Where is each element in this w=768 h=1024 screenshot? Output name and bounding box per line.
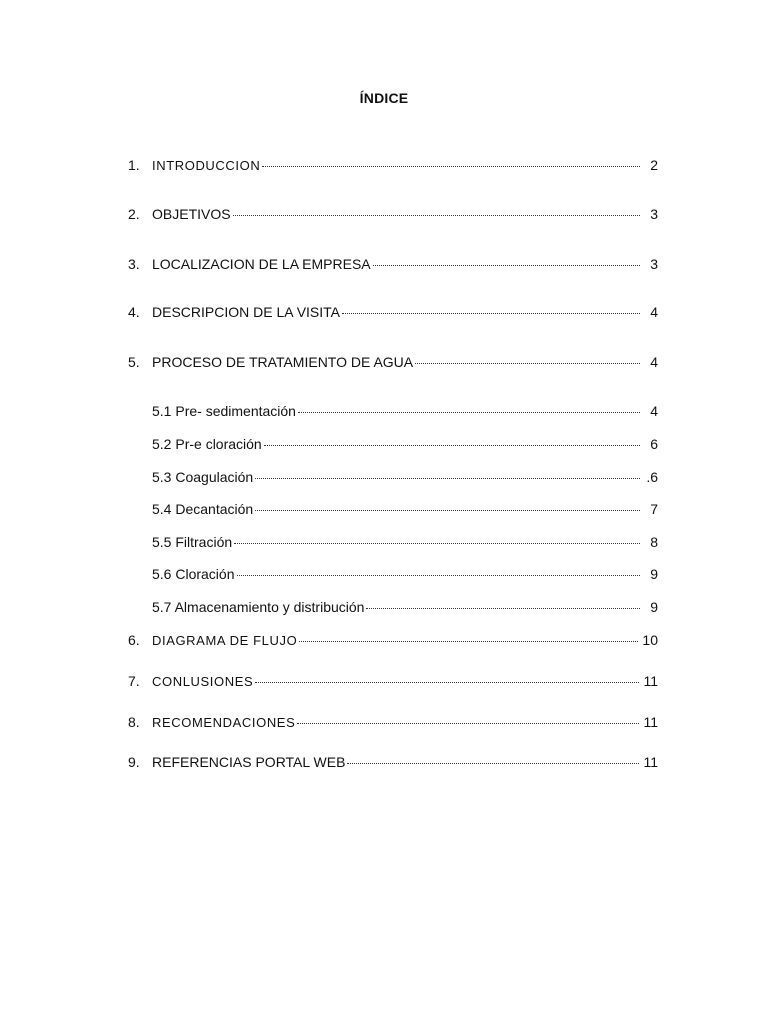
toc-entry-number: 4. bbox=[128, 304, 140, 320]
toc-subentry-precloracion[interactable] bbox=[152, 435, 658, 453]
toc-entry-number: 8. bbox=[128, 714, 140, 730]
toc-entry-proceso[interactable] bbox=[128, 353, 658, 371]
dot-leader bbox=[366, 608, 640, 609]
toc-subentry-page: .6 bbox=[646, 469, 658, 485]
toc-entry-number: 2. bbox=[128, 206, 140, 222]
toc-entry-page: 3 bbox=[650, 256, 658, 272]
toc-entry-page: 3 bbox=[650, 206, 658, 222]
toc-entry-objetivos[interactable] bbox=[128, 205, 658, 223]
toc-subentry-label: 5.2 Pr-e cloración bbox=[152, 436, 262, 452]
toc-entry-label: CONLUSIONES bbox=[152, 674, 254, 689]
toc-entry-label: RECOMENDACIONES bbox=[152, 715, 296, 730]
toc-entry-label: LOCALIZACION DE LA EMPRESA bbox=[152, 256, 371, 272]
dot-leader bbox=[234, 543, 640, 544]
toc-entry-number: 3. bbox=[128, 256, 140, 272]
toc-entry-descripcion[interactable] bbox=[128, 303, 658, 321]
toc-entry-diagrama[interactable] bbox=[128, 631, 658, 650]
toc-subentry-label: 5.1 Pre- sedimentación bbox=[152, 403, 296, 419]
toc-subentry-label: 5.3 Coagulación bbox=[152, 469, 254, 485]
dot-leader bbox=[264, 445, 640, 446]
toc-subentry-page: 8 bbox=[650, 534, 658, 550]
dot-leader bbox=[297, 723, 639, 724]
toc-subentry-cloracion[interactable] bbox=[152, 565, 658, 583]
toc-subentry-label: 5.7 Almacenamiento y distribución bbox=[152, 599, 365, 615]
dot-leader bbox=[415, 363, 640, 364]
toc-entry-number: 7. bbox=[128, 673, 140, 689]
toc-entry-page: 2 bbox=[650, 157, 658, 173]
toc-subentry-page: 7 bbox=[650, 501, 658, 517]
toc-entry-page: 10 bbox=[642, 632, 658, 648]
toc-entry-introduccion[interactable] bbox=[128, 156, 658, 175]
dot-leader bbox=[255, 510, 640, 511]
toc-entry-referencias[interactable] bbox=[128, 753, 658, 771]
dot-leader bbox=[237, 575, 641, 576]
toc-entry-number: 6. bbox=[128, 632, 140, 648]
toc-entry-page: 11 bbox=[643, 673, 658, 689]
toc-subentry-coagulacion[interactable] bbox=[152, 468, 658, 486]
toc-subentry-almacenamiento[interactable] bbox=[152, 598, 658, 616]
toc-subentry-page: 9 bbox=[650, 566, 658, 582]
toc-entry-label: REFERENCIAS PORTAL WEB bbox=[152, 754, 346, 770]
dot-leader bbox=[233, 215, 640, 216]
toc-subentry-label: 5.5 Filtración bbox=[152, 534, 233, 550]
dot-leader bbox=[255, 478, 640, 479]
toc-subentry-page: 4 bbox=[650, 403, 658, 419]
toc-entry-label: OBJETIVOS bbox=[152, 206, 231, 222]
dot-leader bbox=[342, 313, 640, 314]
toc-entry-label: DESCRIPCION DE LA VISITA bbox=[152, 304, 341, 320]
toc-entry-page: 4 bbox=[650, 304, 658, 320]
toc-subentry-label: 5.6 Cloración bbox=[152, 566, 235, 582]
toc-entry-page: 11 bbox=[643, 754, 658, 770]
index-title: ÍNDICE bbox=[359, 90, 409, 106]
dot-leader bbox=[373, 265, 640, 266]
toc-subentry-page: 9 bbox=[650, 599, 658, 615]
toc-subentry-presedimentacion[interactable] bbox=[152, 402, 658, 420]
toc-entry-conlusiones[interactable] bbox=[128, 672, 658, 691]
toc-subentry-page: 6 bbox=[650, 436, 658, 452]
toc-entry-label: PROCESO DE TRATAMIENTO DE AGUA bbox=[152, 354, 414, 370]
dot-leader bbox=[299, 641, 638, 642]
toc-entry-number: 9. bbox=[128, 754, 140, 770]
toc-entry-label: DIAGRAMA DE FLUJO bbox=[152, 633, 298, 648]
toc-entry-number: 1. bbox=[128, 157, 140, 173]
toc-entry-recomendaciones[interactable] bbox=[128, 713, 658, 732]
toc-entry-label: INTRODUCCION bbox=[152, 158, 261, 173]
dot-leader bbox=[262, 166, 640, 167]
dot-leader bbox=[255, 682, 639, 683]
toc-subentry-decantacion[interactable] bbox=[152, 500, 658, 518]
toc-entry-page: 11 bbox=[643, 714, 658, 730]
toc-entry-page: 4 bbox=[650, 354, 658, 370]
dot-leader bbox=[347, 763, 639, 764]
toc-entry-number: 5. bbox=[128, 354, 140, 370]
toc-entry-localizacion[interactable] bbox=[128, 255, 658, 273]
dot-leader bbox=[298, 412, 640, 413]
toc-subentry-filtracion[interactable] bbox=[152, 533, 658, 551]
toc-subentry-label: 5.4 Decantación bbox=[152, 501, 254, 517]
